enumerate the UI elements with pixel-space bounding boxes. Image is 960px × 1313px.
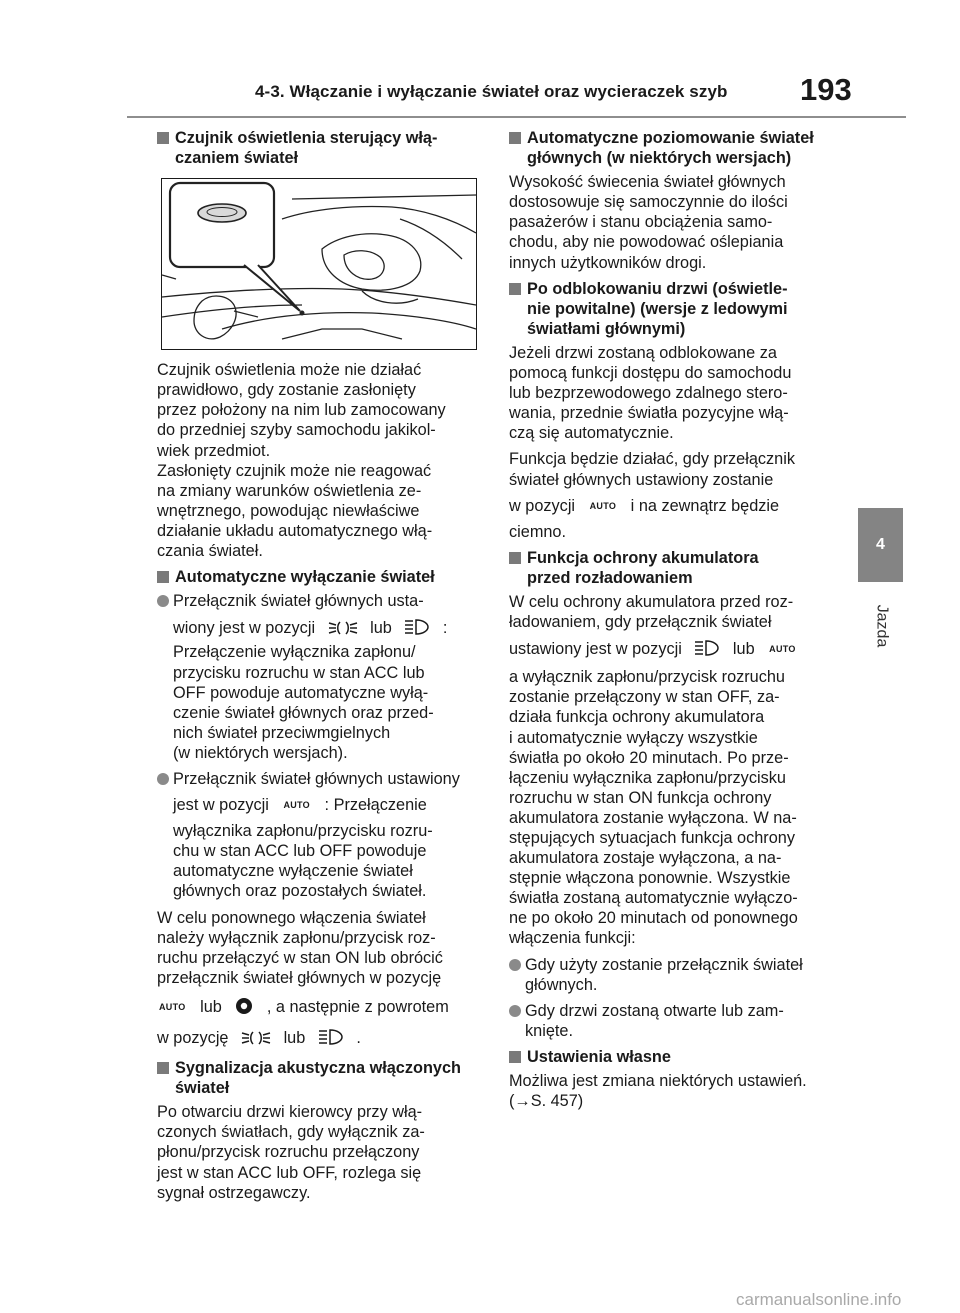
paragraph-reenable: W celu ponownego włączenia świateł należy wyłącznik zapłonu/przycisk roz- ruchu przełączyć w stan ON lub obrócić przełącznik świateł głównych w pozycję <box>157 908 443 987</box>
bullet-dot <box>509 959 521 971</box>
dashboard-sensor-drawing <box>162 179 476 349</box>
bullet-switch-used: Gdy użyty zostanie przełącznik świateł głównych. <box>509 955 831 995</box>
section-heading-acoustic: Sygnalizacja akustyczna włączonych świateł <box>157 1058 487 1098</box>
paragraph-battery: W celu ochrony akumulatora przed roz- ładowaniem, gdy przełącznik świateł <box>509 592 794 632</box>
bullet-line-icons: wiony jest w pozycji lub : <box>173 617 487 642</box>
paragraph-welcome-condition: Funkcja będzie działać, gdy przełącznik świateł głównych ustawiony zostanie <box>509 450 795 489</box>
chapter-side-label <box>860 596 902 656</box>
section-heading-leveling: Automatyczne poziomowanie świateł głównych (w niektórych wersjach) <box>509 128 831 168</box>
watermark: carmanualsonline.info <box>736 1290 902 1309</box>
auto-icon: AUTO <box>769 644 796 655</box>
bullet-headlight-switch <box>157 591 487 763</box>
light-sensor-illustration <box>161 178 477 350</box>
header-rule <box>127 116 906 118</box>
section-heading-battery: Funkcja ochrony akumulatora przed rozładowaniem <box>509 548 831 588</box>
section-heading-custom: Ustawienia własne <box>509 1047 831 1067</box>
auto-icon: AUTO <box>159 1001 186 1012</box>
paragraph-welcome: Jeżeli drzwi zostaną odblokowane za pomocą funkcji dostępu do samochodu lub bezprzewodowego zdalnego stero- wania, przednie światła pozycyjne włą- czą się automatycznie. <box>509 343 792 443</box>
right-column: Automatyczne poziomowanie świateł głównych (w niektórych wersjach) Wysokość świecenia świateł głównych dostosowuje się samoczynnie do ilości pasażerów i stanu obciążenia samo- chodu, aby nie powodować oślepiania innych użytkowników drogi. Po odblokowaniu drzwi (oświetle- nie powitalne) (wersje z ledowymi światłami głównymi) Jeżeli drzwi zostaną odblokowane za pomocą funkcji dostępu do samochodu lub bezprzewodowego zdalnego stero- wania, przednie światła pozycyjne włą- czą się automatycznie. Funkcja będzie działać, gdy przełącznik świateł głównych ustawiony zostanie w pozycji AUTO i na zewnątrz będzie ciemno. Funkcja ochrony akumulatora przed rozładowaniem W celu ochrony akumulatora przed roz- ładowaniem, gdy przełącznik świateł ustawiony jest w pozycji lub AUTO a wyłącznik zapłonu/przycisk rozruchu zostanie przełączony w stan OFF, za- działa funkcja ochrony akumulatora i automatycznie wyłączy wszystkie światła po około 20 minutach. Po prze- łączeniu wyłącznika zapłonu/przycisku rozruchu w stan ON funkcja ochrony akumulatora zostanie wyłączona. W na- stępujących sytuacjach funkcja ochrony akumulatora zostaje wyłączona, a na- stępnie włączona ponownie. Wszystkie światła zostaną automatycznie wyłączo- ne po około 20 minutach od ponownego włączenia funkcji: Gdy użyty zostanie przełącznik świateł głównych. Gdy drzwi zostaną otwarte lub zam- knięte. Ustawienia własne Możliwa jest zmiana niektórych ustawień. (→S. 457) <box>509 128 831 1117</box>
light-off-knob-icon <box>234 996 254 1021</box>
headlights-icon <box>404 617 430 642</box>
bullet-dot <box>157 595 169 607</box>
chapter-label: Jazda <box>873 604 891 648</box>
section-heading-welcome: Po odblokowaniu drzwi (oświetle- nie powitalne) (wersje z ledowymi światłami głównymi) <box>509 279 831 339</box>
bullet-text-a: Przełącznik świateł głównych usta- <box>173 592 424 611</box>
page-number: 193 <box>800 72 852 107</box>
paragraph-sensor-note: Czujnik oświetlenia może nie działać prawidłowo, gdy zostanie zasłonięty przez położony na nim lub zamocowany do przedniej szyby samochodu jakikol- wiek przedmiot. Zasłonięty czujnik może nie reagować na zmiany warunków oświetlenia ze- wnętrznego, powodując niewłaściwe działanie układu automatycznego włą- czania świateł. <box>157 361 446 561</box>
chapter-tab <box>858 508 903 582</box>
paragraph-battery-detail: a wyłącznik zapłonu/przycisk rozruchu zostanie przełączony w stan OFF, za- działa funkcja ochrony akumulatora i automatycznie wyłączy wszystkie światła po około 20 minutach. Po prze- łączeniu wyłącznika zapłonu/przycisku rozruchu w stan ON funkcja ochrony akumulatora zostanie wyłączona. W na- stępujących sytuacjach funkcja ochrony akumulatora zostaje wyłączona, a na- stępnie włączona ponownie. Wszystkie światła zostaną automatycznie wyłączo- ne po około 20 minutach od ponownego włączenia funkcji: <box>509 668 798 948</box>
headlights-icon <box>694 638 720 663</box>
auto-icon: AUTO <box>283 800 310 811</box>
left-column: Czujnik oświetlenia sterujący włą- czaniem świateł Czujnik oświetlenia może nie działać prawidłowo, gdy zostanie zasłonięty przez położony na nim lub zamocowany do przedniej szyby samochodu jakikol- wiek przedmiot. Zasłonięty czujnik może nie reagować na zmiany warunków oświetlenia ze- wnętrznego, powodując niewłaściwe działanie układu automatycznego włą- czania świateł. Automatyczne wyłączanie świateł Przełącznik świateł głównych usta- wiony jest w pozycji lub : Przełączenie wyłącznika zapłonu/ przycisku rozruchu w stan ACC lub OFF powoduje automatyczne wyłą- czenie świateł głównych oraz przed- nich świateł przeciwmgielnych (w niektórych wersjach). Przełącznik świateł głównych ustawiony jest w pozycji AUTO : Przełączenie wyłącznika zapłonu/przycisku rozru- chu w stan ACC lub OFF powoduje automatyczne wyłączenie świateł głównych oraz pozostałych świateł. W celu ponownego włączenia świateł należy wyłącznik zapłonu/przycisk roz- ruchu przełączyć w stan ON lub obrócić przełącznik świateł głównych w pozycję AUTO lub , a następnie z powrotem w pozycję lub . Sygnalizacja akustyczna włączonych świateł Po otwarciu drzwi kierowcy przy włą- czonych światłach, gdy wyłącznik za- płonu/przycisk rozruchu przełączony jest w stan ACC lub OFF, rozlega się sygnał ostrzegawczy. <box>157 128 487 1209</box>
bullet-auto-position: Przełącznik świateł głównych ustawiony jest w pozycji AUTO : Przełączenie wyłącznika zapłonu/przycisku rozru- chu w stan ACC lub OFF powoduje automatyczne wyłączenie świateł głównych oraz pozostałych świateł. <box>157 769 487 902</box>
auto-icon: AUTO <box>589 500 617 511</box>
bullet-dot <box>509 1005 521 1017</box>
bullet-text-d: Przełączenie wyłącznika zapłonu/ przycisku rozruchu w stan ACC lub OFF powoduje automatyczne wyłą- czenie świateł głównych oraz przed- nich świateł przeciwmgielnych (w niektórych wersjach). <box>173 643 434 762</box>
bullet-dot <box>157 773 169 785</box>
paragraph-custom: Możliwa jest zmiana niektórych ustawień. (→S. 457) <box>509 1072 807 1111</box>
bullet-door-open: Gdy drzwi zostaną otwarte lub zam- knięte. <box>509 1001 831 1041</box>
paragraph-leveling: Wysokość świecenia świateł głównych dostosowuje się samoczynnie do ilości pasażerów i stanu obciążenia samo- chodu, aby nie powodować oślepiania innych użytkowników drogi. <box>509 173 788 272</box>
tail-lights-icon <box>241 1029 271 1052</box>
section-heading-auto-off: Automatyczne wyłączanie świateł <box>157 567 487 587</box>
paragraph-acoustic: Po otwarciu drzwi kierowcy przy włą- czonych światłach, gdy wyłącznik za- płonu/przycisk rozruchu przełączony jest w stan ACC lub OFF, rozlega się sygnał ostrzegawczy. <box>157 1103 425 1202</box>
headlights-icon <box>318 1027 344 1052</box>
tail-lights-icon <box>328 619 358 642</box>
running-header-title: 4-3. Włączanie i wyłączanie świateł oraz wycieraczek szyb <box>255 82 728 101</box>
section-heading-light-sensor: Czujnik oświetlenia sterujący włą- czaniem świateł <box>157 128 487 168</box>
chapter-number: 4 <box>876 536 885 553</box>
